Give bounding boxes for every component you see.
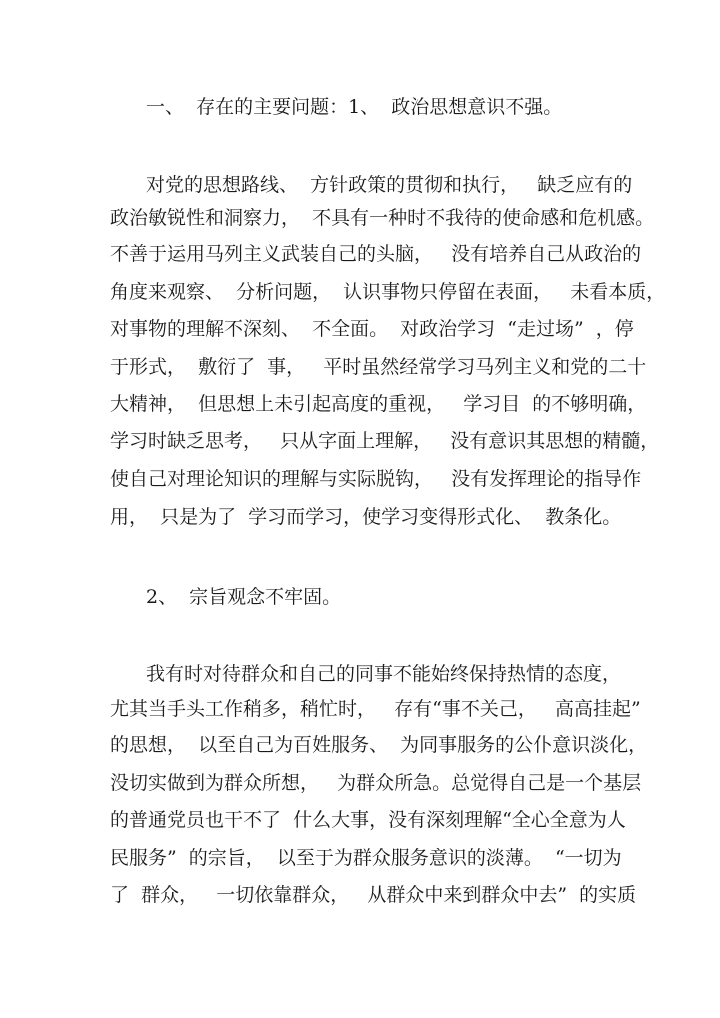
paragraph-line: 用， 只是为了 学习而学习，使学习变得形式化、 教条化。 [110,506,622,528]
heading-section-one: 一、 存在的主要问题：1、 政治思想意识不强。 [146,96,563,118]
paragraph-line: 大精神， 但思想上未引起高度的重视， 学习目 的不够明确， [110,393,647,415]
paragraph-line: 角度来观察、 分析问题， 认识事物只停留在表面， 未看本质， [110,281,666,303]
paragraph-line: 的思想， 以至自己为百姓服务、 为同事服务的公仆意识淡化， [110,734,648,756]
paragraph-line: 使自己对理论知识的理解与实际脱钩， 没有发挥理论的指导作 [110,468,642,490]
paragraph-line: 不善于运用马列主义武装自己的头脑， 没有培养自己从政治的 [110,243,642,265]
paragraph-line: 民服务” 的宗旨， 以至于为群众服务意识的淡薄。 “一切为 [110,847,622,869]
paragraph-line: 学习时缺乏思考， 只从字面上理解， 没有意识其思想的精髓， [110,430,660,452]
heading-section-two: 2、 宗旨观念不牢固。 [146,586,342,608]
paragraph-line: 于形式， 敷衍了 事， 平时虽然经常学习马列主义和党的二十 [110,356,647,378]
paragraph-line: 政治敏锐性和洞察力， 不具有一种时不我待的使命感和危机感。 [110,207,655,229]
paragraph-line: 对事物的理解不深刻、 不全面。 对政治学习 “走过场” ，停 [110,318,634,340]
paragraph-line: 了 群众， 一切依靠群众， 从群众中来到群众中去” 的实质 [110,884,637,906]
paragraph-line: 尤其当手头工作稍多，稍忙时， 存有“事不关己， 高高挂起” [110,698,641,720]
paragraph-line: 没切实做到为群众所想， 为群众所急。总觉得自己是一个基层 [110,772,642,794]
paragraph-line: 的普通党员也干不了 什么大事，没有深刻理解“全心全意为人 [110,809,626,831]
paragraph-line: 对党的思想路线、 方针政策的贯彻和执行， 缺乏应有的 [146,174,633,196]
paragraph-line: 我有时对待群众和自己的同事不能始终保持热情的态度， [146,663,622,685]
